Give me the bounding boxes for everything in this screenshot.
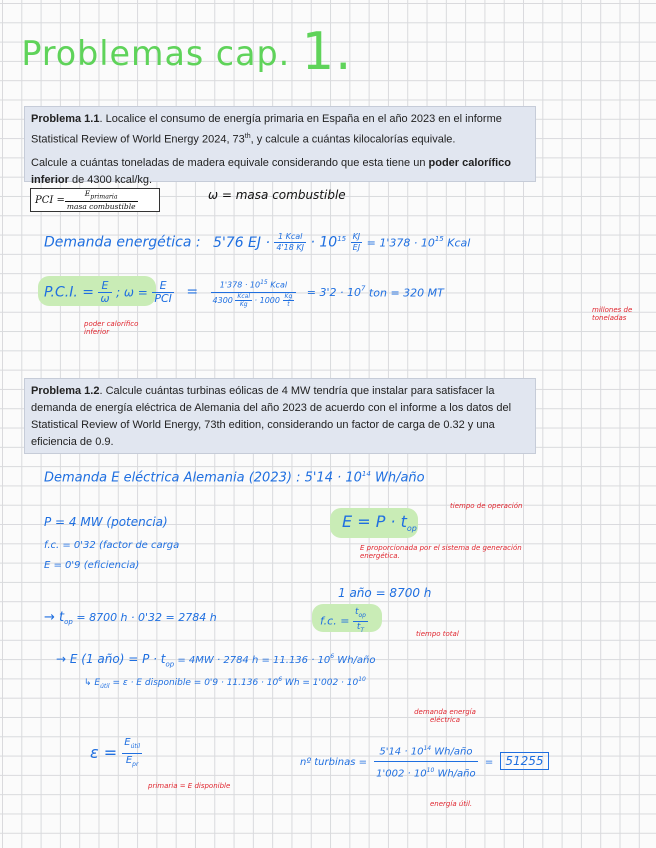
note-poder-calorifico: poder calorífico inferior	[84, 320, 139, 336]
answer-box: 51255	[500, 752, 548, 770]
note-e-proporcionada: E proporcionada por el sistema de generación energética.	[360, 544, 522, 560]
pci-formula-box: PCI = $\frac{E_{primaria}}{\text{masa combustible}}$	[30, 188, 160, 212]
note-millones-toneladas: millones de toneladas	[592, 306, 633, 322]
problem-1-2-statement: Problema 1.2. Calcule cuántas turbinas eólicas de 4 MW tendría que instalar para satisfacer la demanda de energía eléctrica de Alemania del año 2023 de acuerdo con el informe a los datos del Statistical Review of World Energy, 73th edition, considerando un factor de carga de 0.32 y una eficiencia de 0.9.	[24, 378, 536, 454]
w-definition: ω = masa combustible	[208, 188, 346, 202]
note-tiempo-total: tiempo total	[416, 630, 459, 638]
given-efficiency: E = 0'9 (eficiencia)	[44, 560, 140, 571]
demanda-electrica-line: Demanda E eléctrica Alemania (2023) : $5'14 \cdot 10^{14}$ Wh/año	[44, 470, 425, 486]
problem-1-1-statement: Problema 1.1. Localice el consumo de energía primaria en España en el año 2023 en el informe Statistical Review of World Energy 2024, 73th, y calcule a cuántas kilocalorías equivale. Calcule a cuántas toneladas de madera equivale considerando que esta tiene un poder calorífico inferior de 4300 kcal/kg.	[24, 106, 536, 182]
given-power: P = 4 MW (potencia)	[44, 515, 168, 529]
page-title: Problemas cap. 1.	[21, 22, 353, 82]
note-primaria: primaria = E disponible	[148, 782, 231, 790]
annual-energy-line: → E (1 año) = $P \cdot t_{op} = 4MW \cdot 2784$ $h = 11.136 \cdot 10^6$ Wh/año	[56, 652, 376, 669]
year-hours: 1 año = 8700 h	[338, 586, 432, 600]
demanda-energetica-line: Demanda energética : 5'76 EJ · $\frac{\text{1 Kcal}}{4'18 KJ}$ · $10^{15}$ $\frac{KJ}{EJ}$ = $1'378 \cdot 10^{15}$ Kcal	[44, 232, 471, 252]
note-energia-util: energía útil.	[430, 800, 473, 808]
energy-formula: $E = P \cdot t_{op}$	[342, 512, 417, 534]
given-load-factor: f.c. = 0'32 (factor de carga	[44, 540, 180, 551]
turbines-calculation: nº turbinas = $\frac{5'14 \cdot 10^{14} Wh/año}{1'002 \cdot 10^{10} Wh/año}$ = 51255	[300, 740, 549, 784]
note-demanda-electrica: demanda energía eléctrica	[414, 708, 476, 724]
efficiency-formula: ε = $\frac{E_{útil}}{E_{pr}}$	[90, 737, 141, 768]
note-tiempo-operacion: tiempo de operación	[450, 502, 523, 510]
pci-calculation-line: P.C.I. = $\frac{E}{\omega}$ ; ω = $\frac{E}{\text{PCI}}$ = $1'378 \cdot 10^{15}$ Kcal 4300 $\frac{\text{Kcal}}{Kg}$ · 1000 $\frac{Kg}{t}$ = $3'2 \cdot 10^7$ ton = 320 MT	[44, 278, 444, 308]
useful-energy-line: ↳ $E_{útil} = \varepsilon \cdot E$ disponible = $0'9 \cdot 11.136 \cdot 10^6$ $Wh = 1'002 \cdot 10^{10}$	[84, 676, 366, 690]
load-factor-formula: f.c. = $\frac{t_{op}}{t_T}$	[320, 607, 366, 634]
t-op-calculation: → $t_{op} = 8700$ h · 0'32 = 2784 h	[44, 610, 217, 627]
